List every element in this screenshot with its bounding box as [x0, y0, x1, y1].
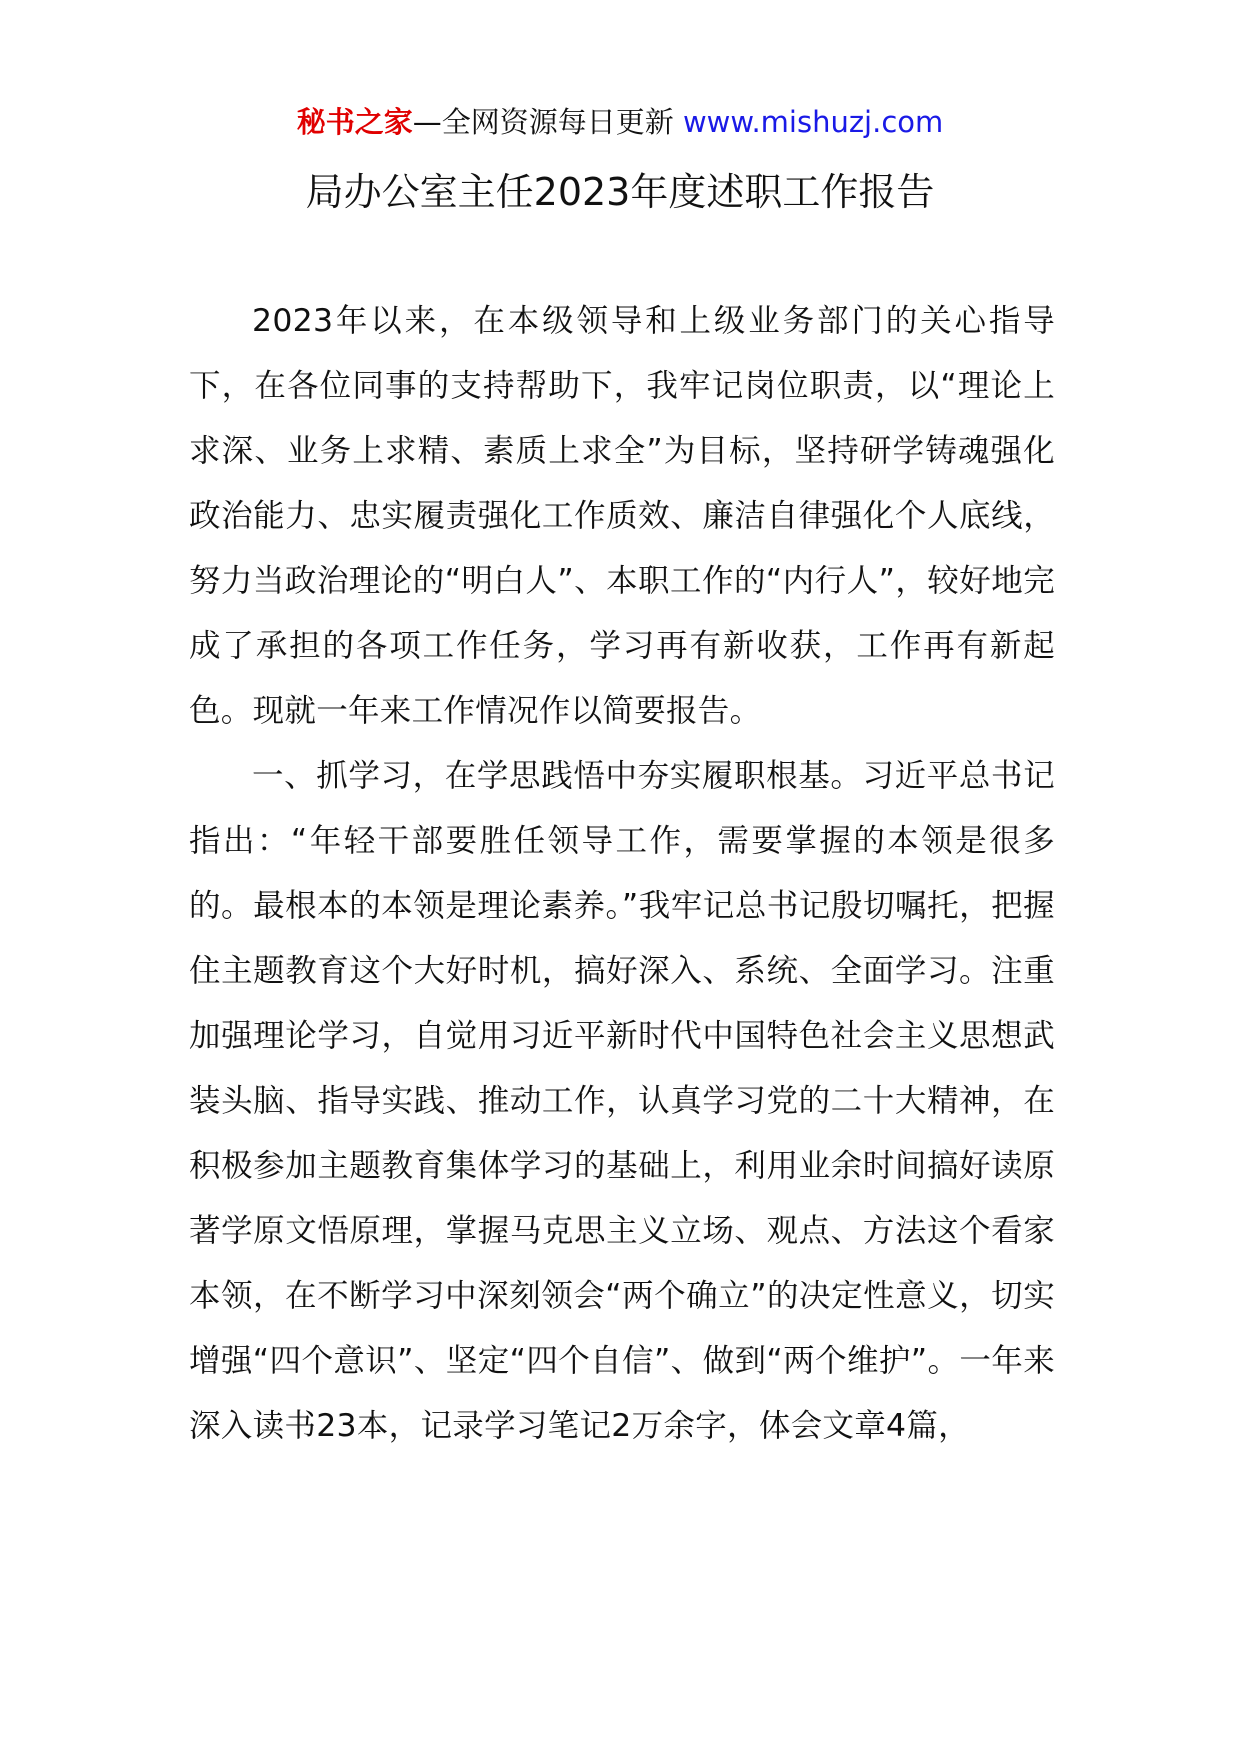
section-1-body: 习近平总书记指出：“年轻干部要胜任领导工作，需要掌握的本领是很多的。最根本的本领是理论素养。”我牢记总书记殷切嘱托，把握住主题教育这个大好时机，搞好深入、系统、全面学习。注重加强理论学习，自觉用习近平新时代中国特色社会主义思想武装头脑、指导实践、推动工作，认真学习党的二十大精神，在积极参加主题教育集体学习的基础上，利用业余时间搞好读原著学原文悟原理，掌握马克思主义立场、观点、方法这个看家本领，在不断学习中深刻领会“两个确立”的决定性意义，切实增强“四个意识”、坚定“四个自信”、做到“两个维护”。一年来深入读书23本，记录学习笔记2万余字，体会文章4篇， — [189, 758, 1055, 1444]
document-body — [189, 289, 1055, 1459]
intro-paragraph: 2023年以来，在本级领导和上级业务部门的关心指导下，在各位同事的支持帮助下，我牢记岗位职责，以“理论上求深、业务上求精、素质上求全”为目标，坚持研学铸魂强化政治能力、忠实履责强化工作质效、廉洁自律强化个人底线，努力当政治理论的“明白人”、本职工作的“内行人”，较好地完成了承担的各项工作任务，学习再有新收获，工作再有新起色。现就一年来工作情况作以简要报告。 — [189, 303, 1055, 729]
site-url-link[interactable]: www.mishuzj.com — [682, 105, 944, 139]
site-header — [0, 100, 1240, 144]
header-tagline: —全网资源每日更新 — [412, 105, 683, 139]
document-title: 局办公室主任2023年度述职工作报告 — [305, 170, 935, 214]
section-1-heading: 一、抓学习，在学思践悟中夯实履职根基。 — [252, 758, 863, 794]
brand-name: 秘书之家 — [296, 105, 413, 139]
section-1-paragraph — [189, 744, 1055, 1459]
